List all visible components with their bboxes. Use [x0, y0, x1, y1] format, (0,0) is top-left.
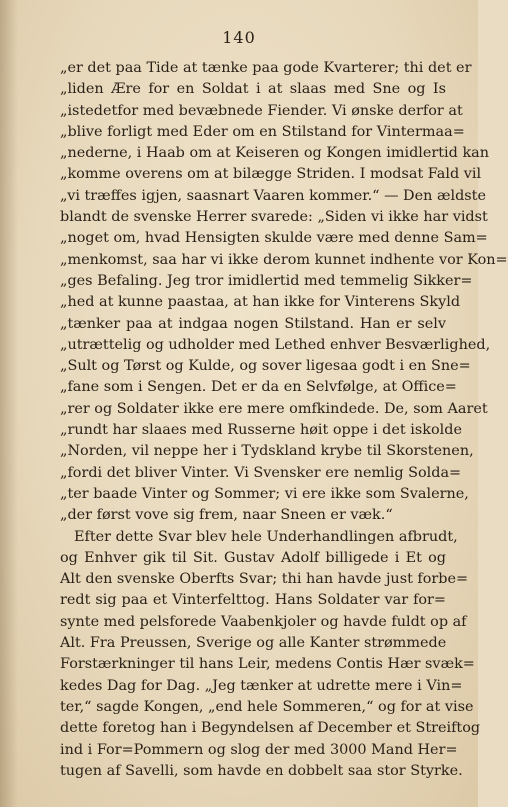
- text-line: „komme overens om at bilægge Striden. I modsat Fald vil: [60, 166, 482, 183]
- text-line: „fane som i Sengen. Det er da en Selvfølge, at Office=: [60, 379, 457, 396]
- text-line: Efter dette Svar blev hele Underhandlingen afbrudt,: [74, 528, 458, 545]
- text-line: „hed at kunne paastaa, at han ikke for Vinterens Skyld: [60, 294, 461, 311]
- text-line: „Sult og Tørst og Kulde, og sover ligesaa godt i en Sne=: [60, 358, 471, 375]
- text-line: „ges Befaling. Jeg tror imidlertid med temmelig Sikker=: [60, 272, 473, 289]
- text-line: „tænker paa at indgaa nogen Stilstand. Han er selv: [60, 315, 446, 332]
- body-text: [60, 58, 508, 782]
- page-number: 140: [222, 28, 256, 47]
- text-line: „blive forligt med Eder om en Stilstand for Vintermaa=: [60, 123, 465, 140]
- text-line: „rer og Soldater ikke ere mere omfkindede. De, som Aaret: [60, 400, 488, 417]
- text-line: Forstærkninger til hans Leir, medens Contis Hær svæk=: [60, 656, 475, 673]
- text-line: „ter baade Vinter og Sommer; vi ere ikke som Svalerne,: [60, 485, 469, 502]
- text-line: kedes Dag for Dag. „Jeg tænker at udrette mere i Vin=: [60, 677, 463, 694]
- text-line: „menkomst, saa har vi ikke derom kunnet indhente vor Kon=: [60, 251, 508, 268]
- text-line: „nederne, i Haab om at Keiseren og Kongen imidlertid kan: [60, 145, 490, 162]
- text-line: „noget om, hvad Hensigten skulde være med denne Sam=: [60, 230, 488, 247]
- text-line: „der først vove sig frem, naar Sneen er væk.“: [60, 507, 393, 524]
- text-line: synte med pelsforede Vaabenkjoler og havde fuldt op af: [60, 613, 467, 630]
- text-line: blandt de svenske Herrer svarede: „Siden vi ikke har vidst: [60, 209, 488, 226]
- text-line: tugen af Savelli, som havde en dobbelt saa stor Styrke.: [60, 762, 463, 779]
- text-line: „liden Ære for en Soldat i at slaas med Sne og Is: [60, 81, 446, 98]
- page-gutter-shadow: [0, 0, 18, 807]
- text-line: „istedetfor med bevæbnede Fiender. Vi ønske derfor at: [60, 102, 463, 119]
- text-line: ind i For=Pommern og slog der med 3000 Mand Her=: [60, 741, 458, 758]
- text-line: „rundt har slaaes med Russerne høit oppe i det iskolde: [60, 422, 462, 439]
- text-line: redt sig paa et Vinterfelttog. Hans Soldater var for=: [60, 592, 446, 609]
- text-line: ter,“ sagde Kongen, „end hele Sommeren,“ og for at vise: [60, 698, 474, 715]
- text-line: Alt. Fra Preussen, Sverige og alle Kanter strømmede: [60, 635, 447, 652]
- text-line: „fordi det bliver Vinter. Vi Svensker ere nemlig Solda=: [60, 464, 462, 481]
- text-line: dette foretog han i Begyndelsen af December et Streiftog: [60, 720, 481, 737]
- text-line: og Enhver gik til Sit. Gustav Adolf billigede i Et og: [60, 549, 446, 566]
- text-line: „vi træffes igjen, saasnart Vaaren kommer.“ — Den ældste: [60, 187, 486, 204]
- text-line: „Norden, vil neppe her i Tydskland krybe til Skorstenen,: [60, 443, 474, 460]
- text-line: „utrættelig og udholder med Lethed enhver Besværlighed,: [60, 336, 491, 353]
- text-line: Alt den svenske Oberfts Svar; thi han havde just forbe=: [60, 571, 469, 588]
- text-line: „er det paa Tide at tænke paa gode Kvarterer; thi det er: [60, 60, 472, 76]
